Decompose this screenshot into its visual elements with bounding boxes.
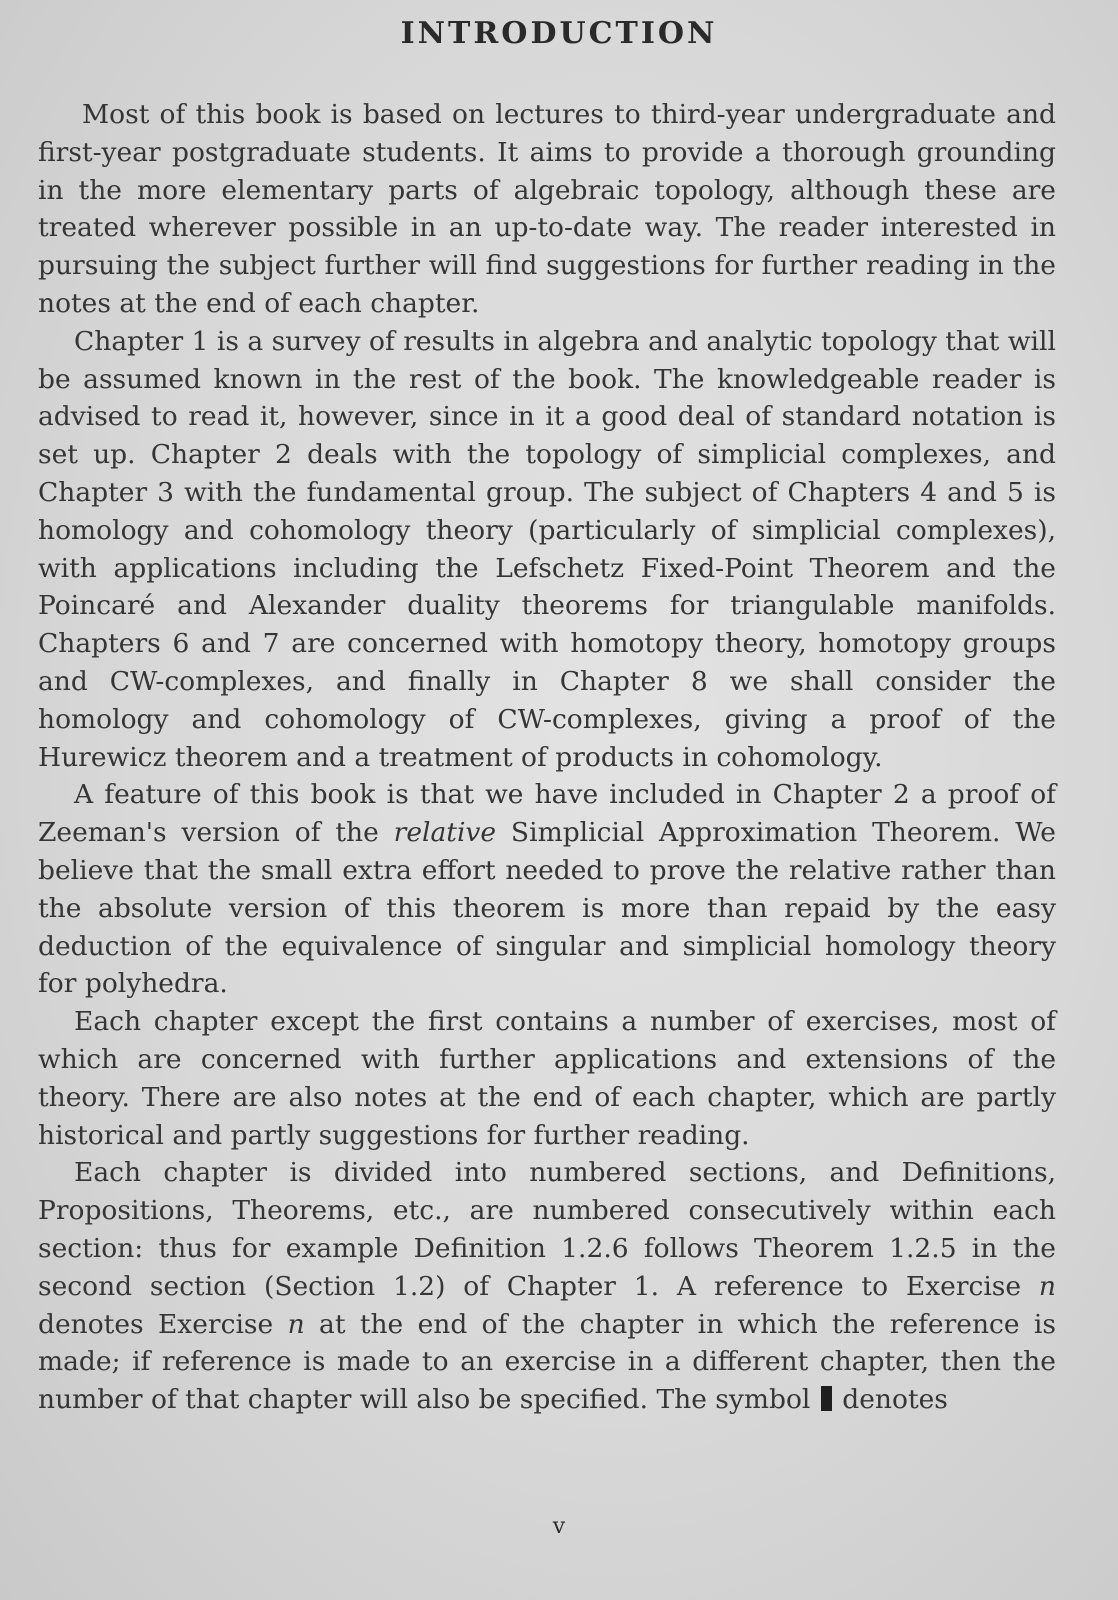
paragraph-1: Most of this book is based on lectures to third-year undergraduate and first-year postgraduate students. It aims to provide a thorough grounding in the more elementary parts of algebraic topology, although these are treated wherever possible in an up-to-date way. The reader interested in pursuing the subject further will find suggestions for further reading in the notes at the end of each chapter.: [38, 99, 1056, 319]
paragraph-3-after: Simplicial Approximation Theorem. We believe that the small extra effort needed to prove the relative rather than the absolute version of this theorem is more than repaid by the easy deduction of the equivalence of singular and simplicial homology theory for polyhedra.: [38, 817, 1056, 1000]
exercise-n-italic-1: n: [1038, 1270, 1056, 1302]
paragraph-5-part1: Each chapter is divided into numbered sections, and Definitions, Propositions, Theorems, etc., are numbered consecutively within each section: thus for example Definition 1.2.6 follows Theorem 1.2.5 in the second section (Section 1.2) of Chapter 1. A reference to Exercise: [38, 1157, 1056, 1302]
paragraph-5-part4: denotes: [842, 1384, 948, 1416]
page-body: [38, 96, 1056, 1419]
page-heading: INTRODUCTION: [400, 16, 718, 51]
paragraph-5-part3: at the end of the chapter in which the reference is made; if reference is made to an exercise in a different chapter, then the number of that chapter will also be specified. The symbol: [38, 1308, 1056, 1416]
page-number: v: [552, 1514, 566, 1539]
paragraph-3-before: A feature of this book is that we have included in Chapter 2 a proof of Zeeman's version of the: [38, 779, 1056, 849]
paragraph-4: Each chapter except the first contains a number of exercises, most of which are concerned with further applications and extensions of the theory. There are also notes at the end of each chapter, which are partly historical and partly suggestions for further reading.: [38, 1006, 1056, 1151]
paragraph-2: Chapter 1 is a survey of results in algebra and analytic topology that will be assumed known in the rest of the book. The knowledgeable reader is advised to read it, however, since in it a good deal of standard notation is set up. Chapter 2 deals with the topology of simplicial complexes, and Chapter 3 with the fundamental group. The subject of Chapters 4 and 5 is homology and cohomology theory (particularly of simplicial complexes), with applications including the Lefschetz Fixed-Point Theorem and the Poincaré and Alexander duality theorems for triangulable manifolds. Chapters 6 and 7 are concerned with homotopy theory, homotopy groups and CW-complexes, and finally in Chapter 8 we shall consider the homology and cohomology of CW-complexes, giving a proof of the Hurewicz theorem and a treatment of products in cohomology.: [38, 325, 1056, 773]
paragraph-5-part2: denotes Exercise: [38, 1308, 288, 1340]
relative-italic: relative: [393, 817, 497, 849]
paragraph-3: [38, 776, 1056, 1003]
end-of-proof-symbol-icon: [821, 1386, 832, 1411]
paragraph-5: [38, 1154, 1056, 1419]
exercise-n-italic-2: n: [287, 1308, 305, 1340]
